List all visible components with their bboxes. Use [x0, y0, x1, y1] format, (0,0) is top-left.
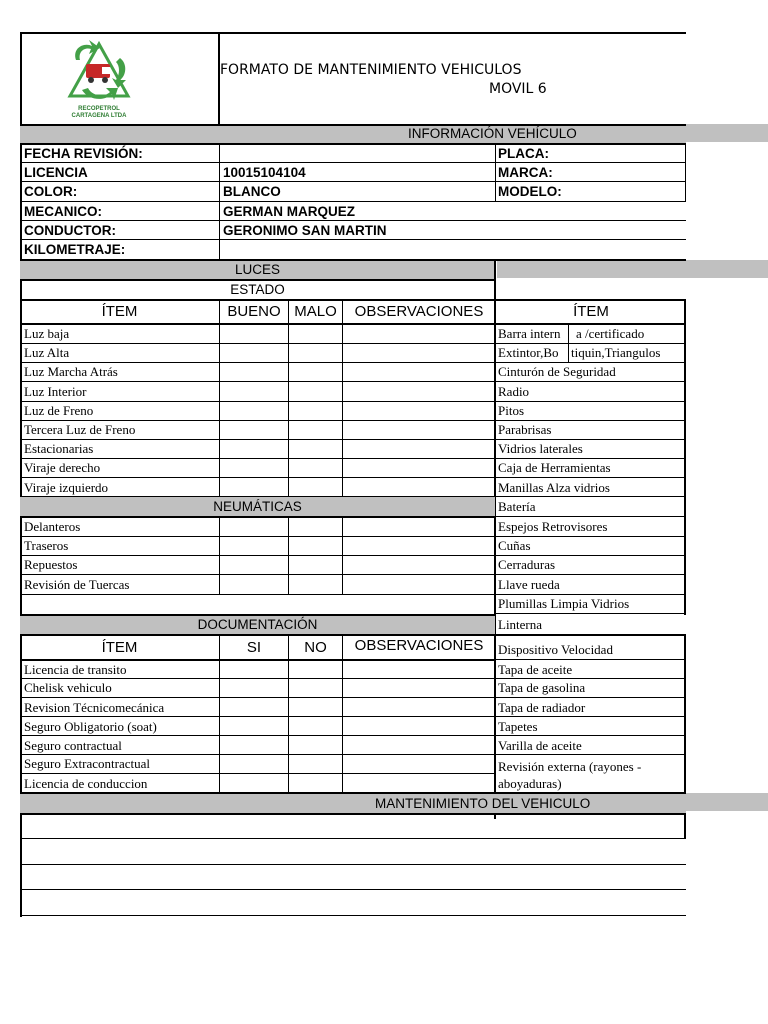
luces-item: Luz baja [24, 326, 70, 341]
right-item: Tapa de gasolina [498, 680, 586, 695]
estado-label: ESTADO [230, 282, 285, 297]
doc-item: Chelisk vehiculo [24, 680, 112, 695]
color-label: COLOR: [24, 184, 78, 199]
luces-item: Viraje derecho [24, 460, 101, 475]
neumaticas-title: NEUMÁTICAS [213, 499, 302, 514]
mantenimiento-header-band-ext [686, 793, 768, 811]
right-item: Linterna [498, 617, 543, 632]
licencia-label: LICENCIA [24, 165, 88, 180]
conductor-label: CONDUCTOR: [24, 223, 116, 238]
document-title: FORMATO DE MANTENIMIENTO VEHICULOS [220, 62, 522, 78]
right-item: Cinturón de Seguridad [498, 364, 616, 379]
neumatica-item: Revisión de Tuercas [24, 577, 130, 592]
conductor-value[interactable]: GERONIMO SAN MARTIN [223, 223, 387, 238]
right-item: Caja de Herramientas [498, 460, 611, 475]
neumatica-item: Traseros [24, 538, 69, 553]
right-item: Dispositivo Velocidad [498, 642, 613, 657]
right-item: tiquin,Triangulos [571, 345, 661, 360]
doc-item: Seguro Extracontractual [24, 756, 150, 771]
top-border [20, 32, 686, 34]
doc-col-observaciones-header: OBSERVACIONES [354, 637, 484, 654]
luces-item: Tercera Luz de Freno [24, 422, 136, 437]
col-item-header: ÍTEM [101, 303, 138, 320]
document-subtitle: MOVIL 6 [489, 81, 547, 97]
left-border [20, 32, 22, 917]
mecanico-label: MECANICO: [24, 204, 102, 219]
right-item: Pitos [498, 403, 525, 418]
right-item: Llave rueda [498, 577, 560, 592]
modelo-label: MODELO: [498, 184, 562, 199]
vehicle-info-header-band-ext [686, 124, 768, 142]
placa-label: PLACA: [498, 146, 549, 161]
doc-col-item-header: ÍTEM [101, 639, 138, 656]
col-observaciones-header: OBSERVACIONES [354, 303, 484, 320]
right-item: Radio [498, 384, 530, 399]
col-malo-header: MALO [294, 303, 337, 320]
luces-item: Estacionarias [24, 441, 94, 456]
vehicle-info-header-band [20, 124, 686, 144]
right-item: a /certificado [576, 326, 645, 341]
doc-item: Licencia de conduccion [24, 776, 148, 791]
mantenimiento-line-4[interactable] [22, 890, 684, 915]
fecha-label: FECHA REVISIÓN: [24, 146, 143, 161]
logo-text-1: RECOPETROL [78, 106, 120, 112]
recycle-truck-icon [62, 38, 136, 108]
right-item: Barra intern [498, 326, 561, 341]
right-item: Parabrisas [498, 422, 552, 437]
luces-title: LUCES [234, 262, 280, 277]
right-item: Vidrios laterales [498, 441, 583, 456]
marca-label: MARCA: [498, 165, 553, 180]
right-item: Cerraduras [498, 557, 556, 572]
mantenimiento-line-2[interactable] [22, 839, 684, 864]
right-item: Revisión externa (rayones - [498, 759, 642, 774]
mantenimiento-line-1[interactable] [22, 814, 684, 838]
luces-item: Luz Alta [24, 345, 70, 360]
right-item: Tapa de radiador [498, 700, 586, 715]
doc-item: Licencia de transito [24, 662, 127, 677]
right-item: Extintor,Bo [498, 345, 559, 360]
right-item: Espejos Retrovisores [498, 519, 608, 534]
luces-item: Viraje izquierdo [24, 480, 109, 495]
right-item: Manillas Alza vidrios [498, 480, 610, 495]
licencia-value[interactable]: 10015104104 [223, 165, 306, 180]
col-item-right-header: ÍTEM [573, 303, 609, 320]
company-logo [62, 38, 136, 108]
luces-item: Luz Interior [24, 384, 87, 399]
luces-item: Luz de Freno [24, 403, 94, 418]
right-item: Tapa de aceite [498, 662, 573, 677]
right-header-band [497, 260, 768, 278]
doc-item: Seguro Obligatorio (soat) [24, 719, 157, 734]
right-item: Cuñas [498, 538, 531, 553]
header-divider [218, 32, 220, 126]
doc-item: Seguro contractual [24, 738, 122, 753]
vehicle-info-title: INFORMACIÓN VEHÍCULO [408, 126, 577, 141]
doc-col-si-header: SI [246, 639, 262, 656]
luces-item: Luz Marcha Atrás [24, 364, 118, 379]
color-value[interactable]: BLANCO [223, 184, 281, 199]
neumatica-item: Delanteros [24, 519, 81, 534]
kilometraje-label: KILOMETRAJE: [24, 242, 126, 257]
right-item: aboyaduras) [498, 776, 562, 791]
mecanico-value[interactable]: GERMAN MARQUEZ [223, 204, 355, 219]
documentacion-title: DOCUMENTACIÓN [197, 617, 318, 632]
neumatica-item: Repuestos [24, 557, 78, 572]
doc-col-no-header: NO [304, 639, 327, 656]
logo-text-2: CARTAGENA LTDA [71, 113, 127, 119]
right-item: Varilla de aceite [498, 738, 582, 753]
col-bueno-header: BUENO [227, 303, 281, 320]
mantenimiento-title: MANTENIMIENTO DEL VEHICULO [375, 796, 591, 811]
right-item: Plumillas Limpia Vidrios [498, 596, 630, 611]
right-item: Batería [498, 499, 536, 514]
right-item: Tapetes [498, 719, 538, 734]
doc-item: Revision Técnicomecánica [24, 700, 165, 715]
mantenimiento-line-3[interactable] [22, 865, 684, 889]
